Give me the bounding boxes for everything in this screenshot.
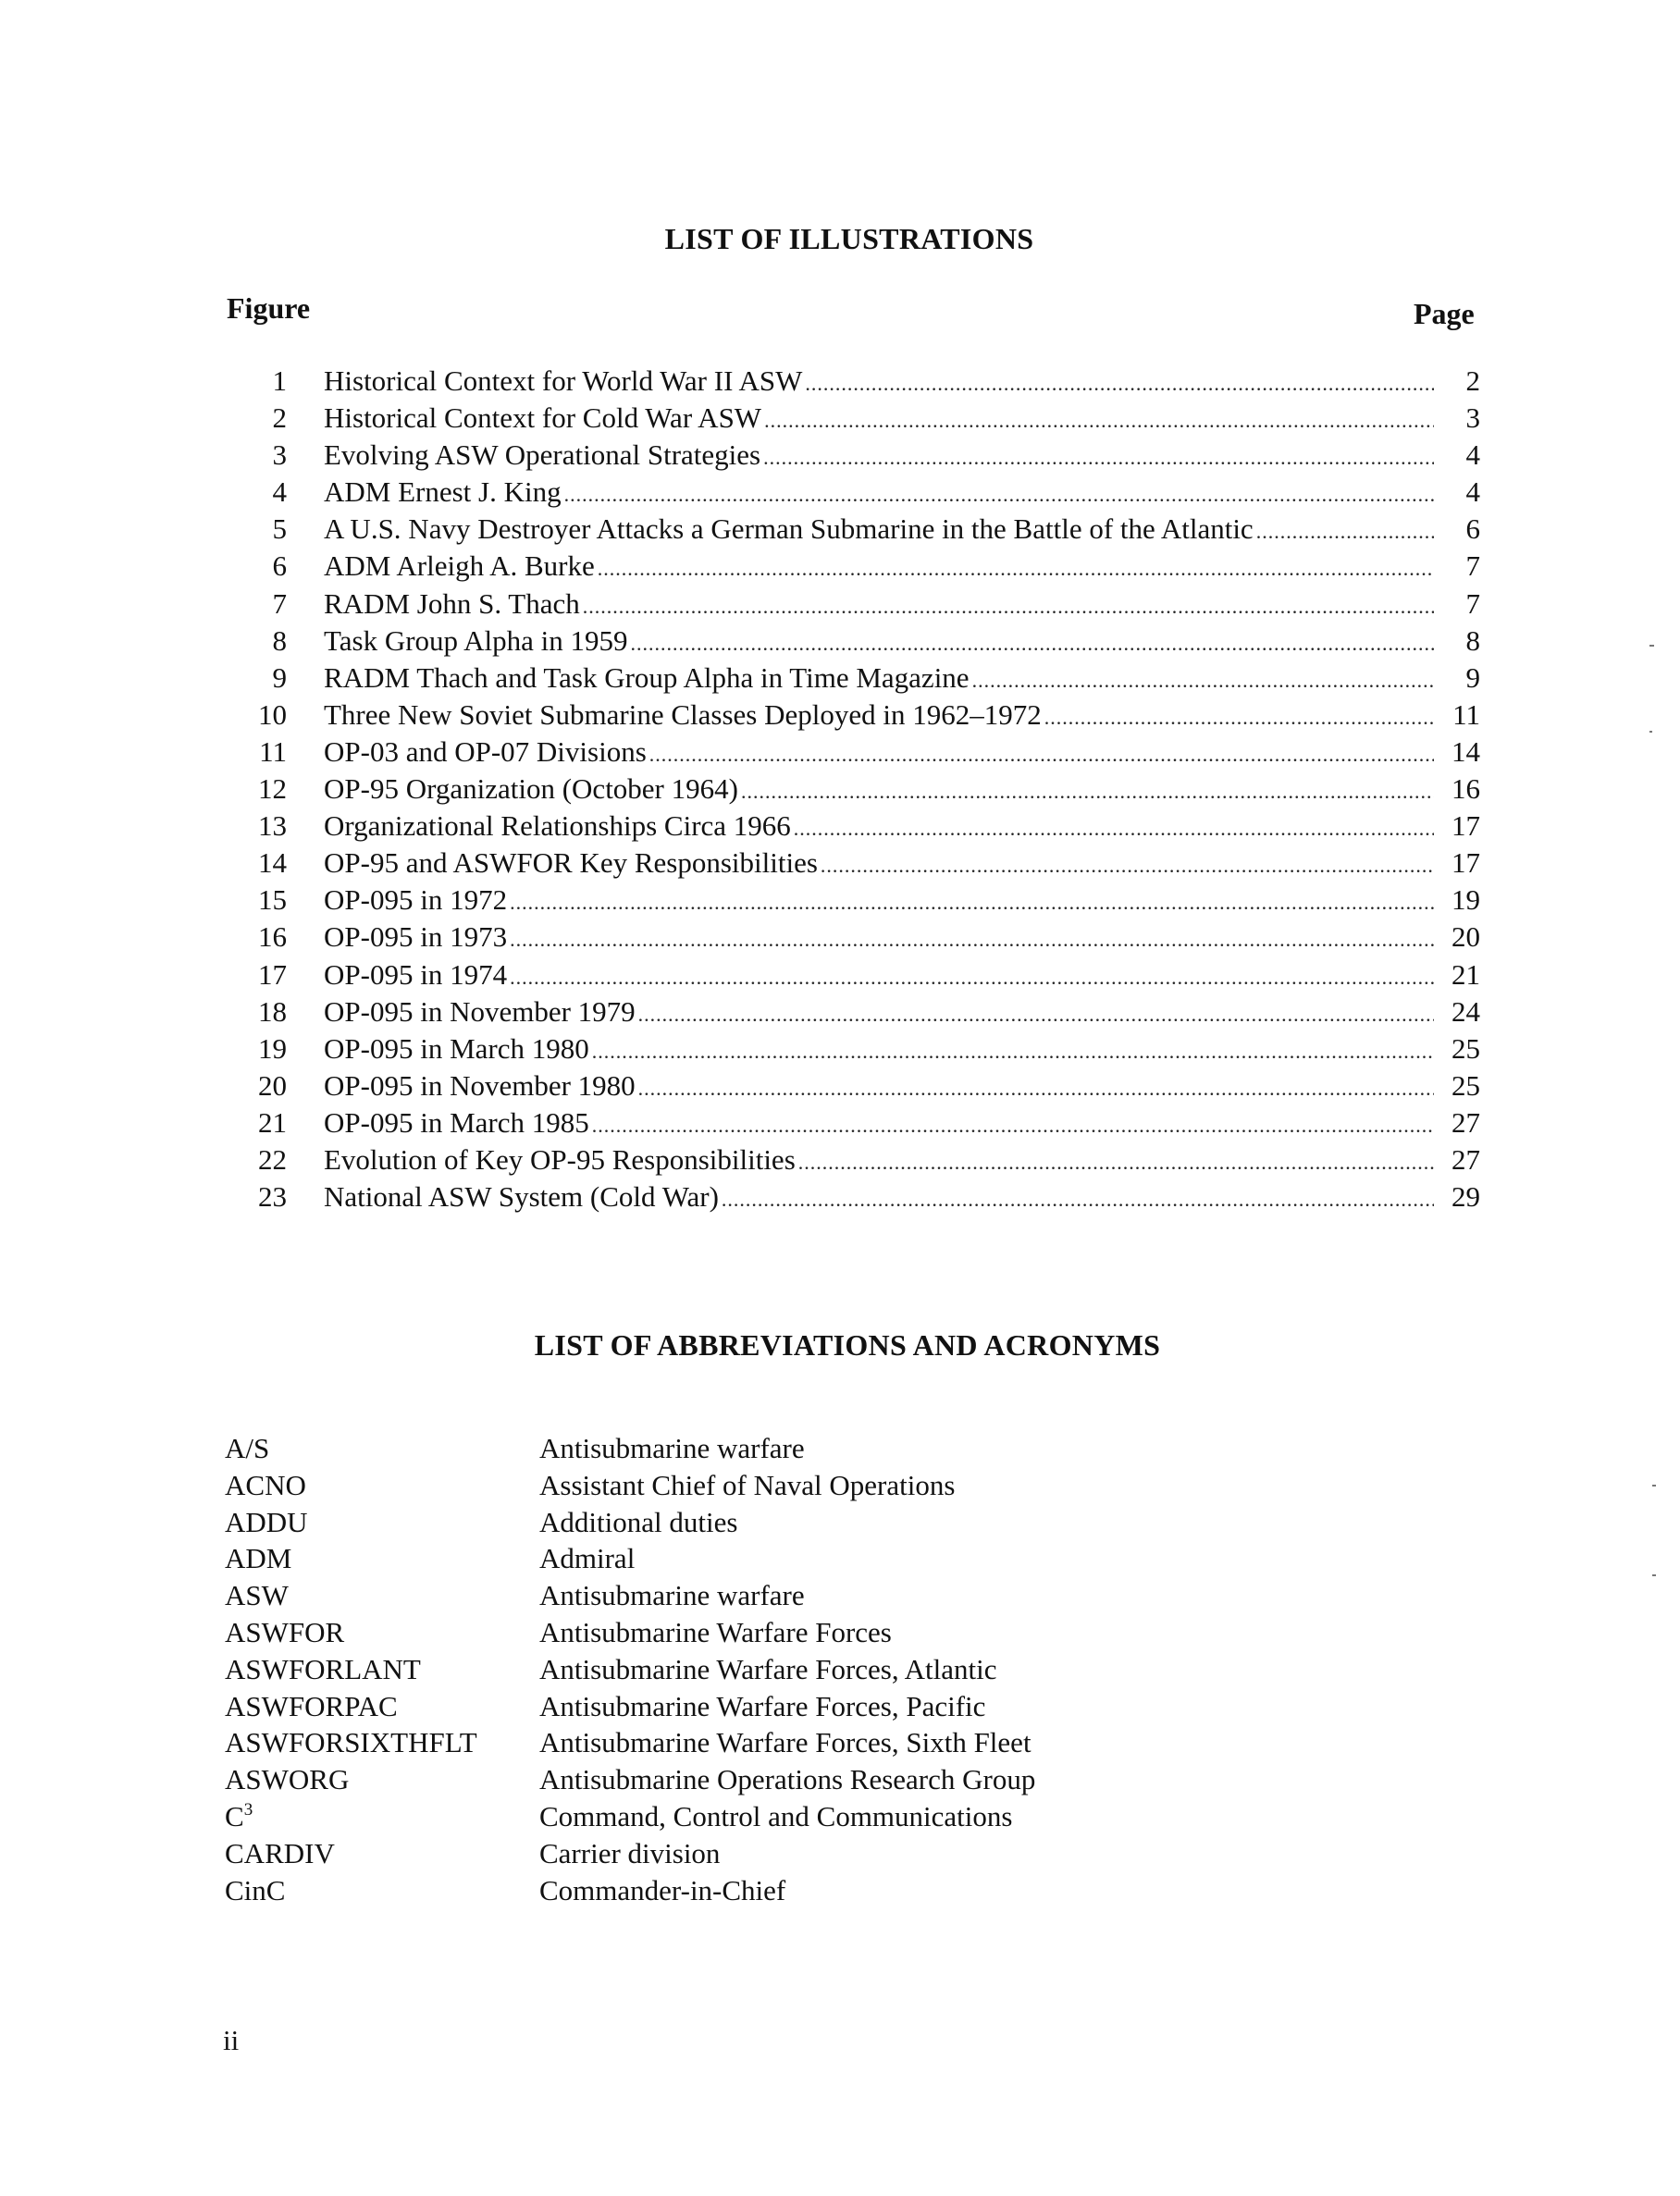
figure-number: 20 [258,1068,287,1102]
abbreviation-entry [225,1724,1150,1761]
figure-title: OP-095 in November 1979 [324,994,636,1028]
dot-leader [638,996,1434,1033]
illustration-entry [231,660,1480,697]
figure-title: Evolving ASW Operational Strategies [324,438,761,472]
figure-page-number: 8 [1465,623,1480,657]
figure-title: RADM John S. Thach [324,586,580,620]
figure-number: 19 [258,1031,287,1065]
figure-page-number: 14 [1451,734,1480,768]
abbreviation-definition: Antisubmarine Warfare Forces [539,1615,892,1648]
figure-entry [324,1178,1434,1218]
dot-leader [1044,699,1434,736]
figure-number: 1 [272,364,287,397]
abbreviation-term [225,1540,291,1577]
figure-entry [324,586,1434,625]
figure-entry [324,1104,1434,1144]
illustration-entry [231,400,1480,437]
abbreviation-term [225,1761,349,1798]
dot-leader [592,1033,1434,1070]
figure-title: Historical Context for World War II ASW [324,364,803,397]
figure-page-number: 7 [1465,549,1480,583]
figure-page-number: 20 [1451,920,1480,954]
figure-entry [324,437,1434,476]
abbreviations-heading: LIST OF ABBREVIATIONS AND ACRONYMS [534,1328,1161,1362]
figure-page-number: 25 [1451,1068,1480,1102]
abbreviation-term-text: CARDIV [225,1836,335,1869]
figure-entry [324,771,1434,810]
abbreviation-term-text: ACNO [225,1468,306,1501]
scan-mark [1649,645,1654,647]
dot-leader [764,402,1434,439]
dot-leader [763,439,1434,476]
figure-title: ADM Arleigh A. Burke [324,549,595,583]
abbreviation-definition: Commander-in-Chief [539,1873,786,1906]
illustration-entry [231,586,1480,623]
dot-leader [972,662,1434,699]
figure-column-heading: Figure [227,291,311,325]
dot-leader [583,588,1434,625]
abbreviation-term [225,1467,306,1504]
figure-number: 14 [258,846,287,880]
abbreviation-term [225,1577,289,1614]
figure-title: A U.S. Navy Destroyer Attacks a German Submarine in the Battle of the Atlantic [324,512,1254,546]
illustration-entry [231,1178,1480,1215]
abbreviation-entry [225,1577,1150,1614]
page-column-heading: Page [1414,297,1475,330]
abbreviation-entry [225,1798,1150,1835]
dot-leader [722,1181,1434,1218]
figure-page-number: 17 [1451,846,1480,880]
dot-leader [741,773,1434,810]
scan-mark [1649,731,1652,733]
figure-title: OP-095 in 1974 [324,957,508,991]
abbreviation-term [225,1651,421,1688]
figure-page-number: 11 [1452,697,1480,731]
figure-title: Task Group Alpha in 1959 [324,623,628,657]
dot-leader [510,959,1434,996]
figure-number: 21 [258,1105,287,1139]
abbreviation-entry [225,1540,1150,1577]
abbreviation-definition: Antisubmarine Warfare Forces, Pacific [539,1689,986,1722]
figure-page-number: 29 [1451,1180,1480,1214]
illustrations-list [231,363,1480,1215]
figure-page-number: 27 [1451,1142,1480,1176]
illustrations-heading: LIST OF ILLUSTRATIONS [664,222,1034,255]
abbreviation-term [225,1688,398,1725]
figure-title: OP-95 Organization (October 1964) [324,772,738,806]
figure-page-number: 4 [1465,475,1480,509]
figure-entry [324,511,1434,550]
dot-leader [564,476,1434,513]
dot-leader [794,810,1434,847]
dot-leader [798,1144,1434,1181]
figure-page-number: 4 [1465,438,1480,472]
abbreviation-term [225,1872,285,1909]
abbreviation-term-text: ADM [225,1542,292,1575]
abbreviation-definition: Antisubmarine Operations Research Group [539,1763,1036,1796]
abbreviation-term-text: ASWORG [225,1763,350,1796]
figure-page-number: 3 [1465,401,1480,435]
page-number: ii [223,2024,240,2056]
illustration-entry [231,363,1480,400]
abbreviation-term-text: ASWFOR [225,1615,345,1648]
illustration-entry [231,882,1480,919]
abbreviation-term [225,1614,344,1651]
figure-entry [324,400,1434,439]
figure-page-number: 16 [1451,772,1480,806]
abbreviation-definition: Assistant Chief of Naval Operations [539,1468,956,1501]
illustration-entry [231,548,1480,585]
figure-number: 7 [272,586,287,620]
abbreviation-definition: Command, Control and Communications [539,1799,1013,1832]
abbreviation-entry [225,1872,1150,1909]
figure-title: Three New Soviet Submarine Classes Deployed in 1962–1972 [324,697,1042,731]
abbreviation-definition: Additional duties [539,1505,738,1538]
abbreviation-superscript: 3 [243,1799,253,1820]
figure-title: RADM Thach and Task Group Alpha in Time Magazine [324,660,970,694]
illustration-entry [231,1030,1480,1067]
figure-title: OP-95 and ASWFOR Key Responsibilities [324,846,818,880]
figure-number: 22 [258,1142,287,1176]
figure-entry [324,1141,1434,1181]
illustration-entry [231,1067,1480,1104]
figure-entry [324,993,1434,1033]
illustration-entry [231,956,1480,993]
illustration-entry [231,437,1480,474]
figure-title: OP-095 in 1972 [324,883,508,917]
abbreviation-term-text: C [225,1799,244,1832]
abbreviation-term-text: ASWFORSIXTHFLT [225,1726,477,1759]
abbreviation-entry [225,1614,1150,1651]
scan-mark [1652,1574,1656,1576]
dot-leader [1256,513,1434,550]
abbreviation-term-text: ASWFORLANT [225,1652,421,1685]
figure-title: OP-095 in 1973 [324,920,508,954]
figure-page-number: 25 [1451,1031,1480,1065]
figure-entry [324,882,1434,921]
abbreviation-term [225,1835,335,1872]
figure-title: OP-095 in March 1980 [324,1031,589,1065]
dot-leader [510,921,1434,958]
figure-entry [324,1067,1434,1107]
abbreviation-entry [225,1651,1150,1688]
abbreviation-definition: Carrier division [539,1836,721,1869]
dot-leader [638,1070,1434,1107]
abbreviation-definition: Admiral [539,1542,636,1575]
abbreviation-term [225,1798,253,1835]
figure-number: 9 [272,660,287,694]
figure-entry [324,697,1434,736]
figure-title: Evolution of Key OP-95 Responsibilities [324,1142,796,1176]
figure-number: 17 [258,957,287,991]
figure-title: OP-095 in March 1985 [324,1105,589,1139]
abbreviation-entry [225,1430,1150,1467]
figure-entry [324,956,1434,996]
abbreviation-term-text: ASW [225,1579,289,1612]
figure-title: Organizational Relationships Circa 1966 [324,809,791,843]
dot-leader [805,365,1434,402]
figure-page-number: 2 [1465,364,1480,397]
abbreviation-entry [225,1761,1150,1798]
figure-number: 10 [258,697,287,731]
figure-number: 23 [258,1180,287,1214]
figure-page-number: 7 [1465,586,1480,620]
figure-title: ADM Ernest J. King [324,475,562,509]
abbreviation-term [225,1504,308,1541]
abbreviation-term [225,1430,269,1467]
dot-leader [630,625,1434,662]
illustration-entry [231,808,1480,845]
figure-number: 4 [272,475,287,509]
figure-title: Historical Context for Cold War ASW [324,401,762,435]
figure-number: 18 [258,994,287,1028]
figure-entry [324,1030,1434,1070]
figure-page-number: 6 [1465,512,1480,546]
figure-number: 8 [272,623,287,657]
illustration-entry [231,697,1480,734]
illustration-entry [231,1104,1480,1141]
figure-page-number: 19 [1451,883,1480,917]
figure-entry [324,474,1434,513]
dot-leader [598,550,1434,587]
illustration-entry [231,623,1480,660]
figure-title: National ASW System (Cold War) [324,1180,719,1214]
figure-page-number: 24 [1451,994,1480,1028]
scan-mark [1652,1485,1656,1487]
abbreviation-definition: Antisubmarine Warfare Forces, Sixth Fleet [539,1726,1031,1759]
abbreviation-term [225,1724,477,1761]
figure-number: 3 [272,438,287,472]
abbreviation-term-text: A/S [225,1432,270,1464]
figure-entry [324,919,1434,958]
figure-number: 16 [258,920,287,954]
figure-page-number: 17 [1451,809,1480,843]
illustration-entry [231,919,1480,956]
figure-number: 2 [272,401,287,435]
dot-leader [592,1107,1434,1144]
figure-page-number: 27 [1451,1105,1480,1139]
figure-title: OP-095 in November 1980 [324,1068,636,1102]
figure-entry [324,734,1434,773]
figure-entry [324,363,1434,402]
illustration-entry [231,474,1480,511]
figure-entry [324,660,1434,699]
figure-number: 11 [259,734,287,768]
figure-page-number: 21 [1451,957,1480,991]
figure-number: 12 [258,772,287,806]
figure-number: 13 [258,809,287,843]
illustration-entry [231,771,1480,808]
figure-entry [324,623,1434,662]
abbreviation-entry [225,1504,1150,1541]
abbreviation-definition: Antisubmarine Warfare Forces, Atlantic [539,1652,997,1685]
abbreviation-definition: Antisubmarine warfare [539,1432,805,1464]
figure-entry [324,548,1434,587]
figure-page-number: 9 [1465,660,1480,694]
abbreviation-entry [225,1835,1150,1872]
illustration-entry [231,993,1480,1030]
illustration-entry [231,1141,1480,1178]
abbreviation-term-text: ADDU [225,1505,308,1538]
figure-entry [324,808,1434,847]
figure-number: 5 [272,512,287,546]
abbreviations-list [225,1430,1150,1908]
abbreviation-definition: Antisubmarine warfare [539,1579,805,1612]
dot-leader [510,884,1434,921]
abbreviation-entry [225,1467,1150,1504]
figure-entry [324,845,1434,884]
dot-leader [649,736,1434,773]
illustration-entry [231,511,1480,548]
abbreviation-entry [225,1688,1150,1725]
illustration-entry [231,734,1480,771]
abbreviation-term-text: CinC [225,1873,286,1906]
illustration-entry [231,845,1480,882]
figure-number: 6 [272,549,287,583]
figure-number: 15 [258,883,287,917]
dot-leader [821,847,1434,884]
figure-title: OP-03 and OP-07 Divisions [324,734,647,768]
abbreviation-term-text: ASWFORPAC [225,1689,398,1722]
